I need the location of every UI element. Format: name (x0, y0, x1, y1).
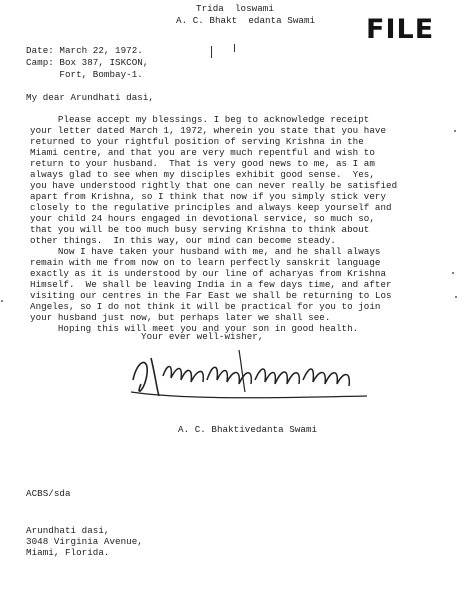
closing-line: Your ever well-wisher, (141, 331, 264, 342)
header-tick-mark (234, 44, 235, 52)
place-line: Fort, Bombay-1. (26, 69, 143, 80)
body-line: return to your husband. That is very good news to me, as I am (30, 158, 375, 169)
letterhead-name: A. C. Bhakt edanta Swami (176, 15, 316, 26)
body-line: Now I have taken your husband with me, and he shall always (30, 246, 381, 257)
recipient-address (26, 525, 143, 558)
body-line: returned to your rightful position of serving Krishna in the (30, 136, 364, 147)
scan-speck (454, 130, 456, 132)
body-line: your husband just now, but perhaps later we shall see. (30, 312, 331, 323)
body-line: remain with me from now on to learn perfectly sanskrit language (30, 257, 381, 268)
body-line: Please accept my blessings. I beg to acknowledge receipt (30, 114, 370, 125)
handwritten-signature (127, 340, 377, 414)
address-line: 3048 Virginia Avenue, (26, 536, 143, 547)
body-line: closely to the regulative principles and always keep yourself and (30, 202, 392, 213)
body-line: your child 24 hours engaged in devotional service, so much so, (30, 213, 375, 224)
file-stamp: FILE (366, 14, 435, 45)
body-line: Miami centre, and that you are very much repentful and wish to (30, 147, 375, 158)
body-line: Hoping this will meet you and your son in good health. (30, 323, 359, 334)
body-line: visiting our centres in the Far East we shall be returning to Los (30, 290, 392, 301)
signature-name: A. C. Bhaktivedanta Swami (178, 424, 318, 435)
body-line: other things. In this way, our mind can become steady. (30, 235, 336, 246)
body-line: your letter dated March 1, 1972, wherein you state that you have (30, 125, 387, 136)
letter-body (30, 114, 397, 334)
scan-speck (452, 272, 454, 274)
header-tick-mark (211, 46, 212, 58)
address-line: Miami, Florida. (26, 547, 110, 558)
body-line: apart from Krishna, so I think that now if you simply stick very (30, 191, 387, 202)
reference-initials: ACBS/sda (26, 488, 71, 499)
body-line: Himself. We shall be leaving India in a few days time, and after (30, 279, 392, 290)
camp-line: Camp: Box 387, ISKCON, (26, 57, 149, 68)
body-line: Angeles, so I do not think it will be practical for you to join (30, 301, 381, 312)
scan-speck (455, 296, 457, 298)
body-line: exactly as it is understood by our line of acharyas from Krishna (30, 268, 387, 279)
salutation: My dear Arundhati dasi, (26, 92, 154, 103)
body-line: that you will be too much busy serving Krishna to think about (30, 224, 370, 235)
body-line: always glad to see when my disciples exhibit good sense. Yes, (30, 169, 375, 180)
letterhead-title: Trida loswami (196, 3, 274, 14)
date-line: Date: March 22, 1972. (26, 45, 143, 56)
address-line: Arundhati dasi, (26, 525, 110, 536)
scan-speck (1, 300, 3, 302)
body-line: you have understood rightly that one can never really be satisfied (30, 180, 398, 191)
